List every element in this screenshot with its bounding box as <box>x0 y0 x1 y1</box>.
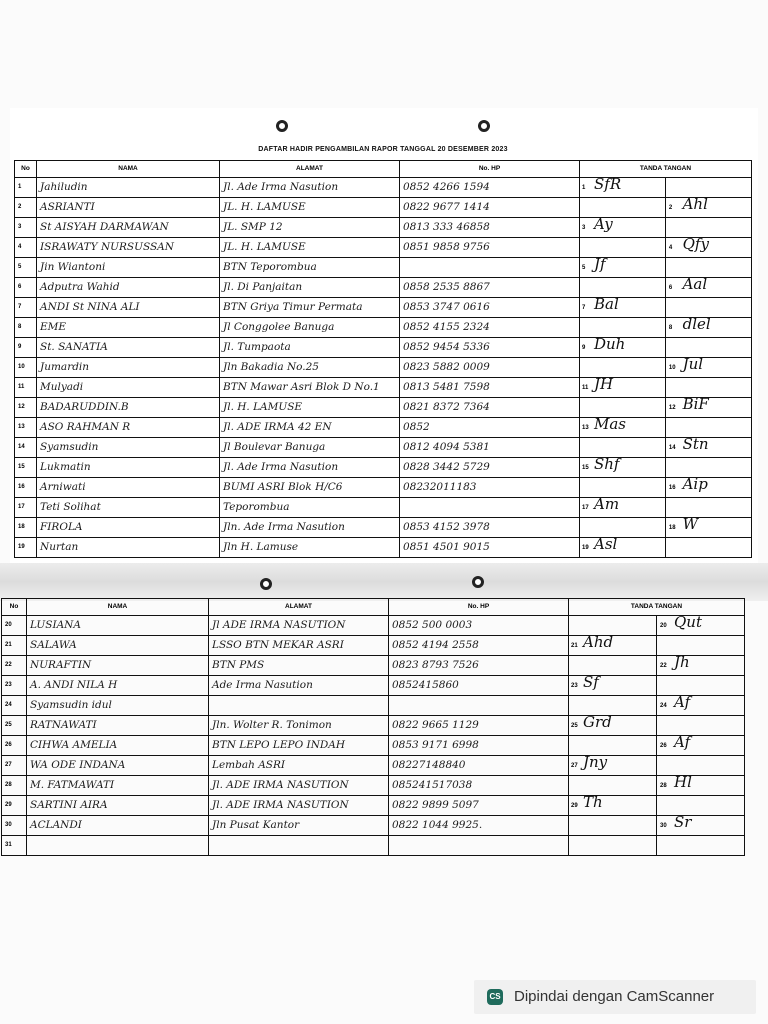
row-number: 23 <box>2 676 27 696</box>
signature-number: 25 <box>571 723 578 729</box>
signature-number: 22 <box>660 663 667 669</box>
phone-cell: 0853 4152 3978 <box>400 518 580 538</box>
signature-number: 17 <box>582 505 589 511</box>
table-row <box>15 298 752 318</box>
phone-cell <box>400 258 580 278</box>
name-cell: NURAFTIN <box>27 656 209 676</box>
handwritten-signature: Af <box>674 735 691 751</box>
signature-number: 19 <box>582 545 589 551</box>
signature-number: 12 <box>668 405 676 411</box>
signature-divider <box>580 438 666 457</box>
address-cell: Jln Bakadia No.25 <box>220 358 400 378</box>
table-row <box>2 656 745 676</box>
signature-number: 10 <box>668 365 676 371</box>
table-row <box>15 258 752 278</box>
name-cell: Teti Solihat <box>37 498 220 518</box>
table-row <box>15 238 752 258</box>
phone-cell: 0822 9899 5097 <box>389 796 569 816</box>
address-cell: BTN Mawar Asri Blok D No.1 <box>220 378 400 398</box>
header-hp: No. HP <box>400 161 580 178</box>
phone-cell: 0852 4266 1594 <box>400 178 580 198</box>
handwritten-signature: Bal <box>594 297 619 313</box>
table-row <box>2 796 745 816</box>
table-row <box>15 338 752 358</box>
attendance-table-upper <box>14 160 752 558</box>
handwritten-signature: dlel <box>682 317 711 333</box>
name-cell: Lukmatin <box>37 458 220 478</box>
signature-divider <box>580 198 666 217</box>
name-cell: LUSIANA <box>27 616 209 636</box>
phone-cell: 0822 9677 1414 <box>400 198 580 218</box>
table-row <box>15 318 752 338</box>
address-cell: Jl. H. LAMUSE <box>220 398 400 418</box>
row-number: 9 <box>15 338 37 358</box>
row-number: 16 <box>15 478 37 498</box>
table-row <box>15 278 752 298</box>
table-row <box>15 178 752 198</box>
table-row <box>15 518 752 538</box>
punch-hole-right-lower <box>472 576 484 588</box>
signature-divider <box>580 278 666 297</box>
signature-cell <box>569 736 745 756</box>
address-cell: BTN PMS <box>209 656 389 676</box>
phone-cell: 0822 9665 1129 <box>389 716 569 736</box>
phone-cell: 085241517038 <box>389 776 569 796</box>
signature-cell <box>580 378 752 398</box>
phone-cell: 0851 9858 9756 <box>400 238 580 258</box>
table-row <box>2 816 745 836</box>
name-cell: Jumardin <box>37 358 220 378</box>
address-cell: Jl ADE IRMA NASUTION <box>209 616 389 636</box>
name-cell: Adputra Wahid <box>37 278 220 298</box>
row-number: 12 <box>15 398 37 418</box>
address-cell: Lembah ASRI <box>209 756 389 776</box>
punch-hole-right <box>478 120 490 132</box>
address-cell: Jln Pusat Kantor <box>209 816 389 836</box>
header-no: No <box>2 599 27 616</box>
table-row <box>15 198 752 218</box>
address-cell: Jl. ADE IRMA NASUTION <box>209 776 389 796</box>
signature-divider <box>569 696 657 715</box>
name-cell <box>27 836 209 856</box>
handwritten-signature: JH <box>594 377 614 393</box>
address-cell: Jl. Ade Irma Nasution <box>220 178 400 198</box>
signature-number: 13 <box>582 425 589 431</box>
header-alamat: ALAMAT <box>209 599 389 616</box>
phone-cell: 0813 333 46858 <box>400 218 580 238</box>
signature-cell <box>580 398 752 418</box>
signature-divider <box>580 258 666 277</box>
address-cell: JL. H. LAMUSE <box>220 198 400 218</box>
handwritten-signature: Jny <box>583 755 608 771</box>
table-row <box>2 716 745 736</box>
name-cell: Syamsudin idul <box>27 696 209 716</box>
name-cell: Syamsudin <box>37 438 220 458</box>
signature-number: 21 <box>571 643 578 649</box>
phone-cell: 0853 3747 0616 <box>400 298 580 318</box>
address-cell: BTN Teporombua <box>220 258 400 278</box>
address-cell: Jln. Wolter R. Tonimon <box>209 716 389 736</box>
name-cell: ISRAWATY NURSUSSAN <box>37 238 220 258</box>
camscanner-label: Dipindai dengan CamScanner <box>514 988 715 1005</box>
row-number: 7 <box>15 298 37 318</box>
header-alamat: ALAMAT <box>220 161 400 178</box>
name-cell: BADARUDDIN.B <box>37 398 220 418</box>
name-cell: Mulyadi <box>37 378 220 398</box>
row-number: 11 <box>15 378 37 398</box>
name-cell: Jahiludin <box>37 178 220 198</box>
address-cell: Jl. Ade Irma Nasution <box>220 458 400 478</box>
handwritten-signature: Th <box>583 795 603 811</box>
signature-cell <box>569 676 745 696</box>
signature-number: 29 <box>571 803 578 809</box>
name-cell: ANDI St NINA ALI <box>37 298 220 318</box>
address-cell <box>209 696 389 716</box>
table-row <box>15 478 752 498</box>
handwritten-signature: Jh <box>674 655 690 671</box>
signature-cell <box>569 696 745 716</box>
phone-cell: 08232011183 <box>400 478 580 498</box>
table-row <box>2 676 745 696</box>
phone-cell: 0851 4501 9015 <box>400 538 580 558</box>
signature-cell <box>580 438 752 458</box>
signature-divider <box>580 298 666 317</box>
row-number: 6 <box>15 278 37 298</box>
address-cell <box>209 836 389 856</box>
signature-divider <box>569 656 657 675</box>
signature-divider <box>569 736 657 755</box>
phone-cell: 0852 500 0003 <box>389 616 569 636</box>
name-cell: Jin Wiantoni <box>37 258 220 278</box>
address-cell: Jl Boulevar Banuga <box>220 438 400 458</box>
signature-number: 5 <box>582 265 586 271</box>
punch-hole-left <box>276 120 288 132</box>
address-cell: Ade Irma Nasution <box>209 676 389 696</box>
signature-cell <box>580 178 752 198</box>
table-row <box>2 776 745 796</box>
signature-cell <box>580 478 752 498</box>
row-number: 29 <box>2 796 27 816</box>
row-number: 4 <box>15 238 37 258</box>
signature-number: 28 <box>660 783 667 789</box>
row-number: 24 <box>2 696 27 716</box>
name-cell: A. ANDI NILA H <box>27 676 209 696</box>
handwritten-signature: Aip <box>682 477 708 493</box>
table-row <box>2 616 745 636</box>
phone-cell: 0822 1044 9925. <box>389 816 569 836</box>
phone-cell: 0852 9454 5336 <box>400 338 580 358</box>
handwritten-signature: Asl <box>594 537 618 553</box>
header-no: No <box>15 161 37 178</box>
signature-cell <box>580 218 752 238</box>
phone-cell: 0852 4194 2558 <box>389 636 569 656</box>
signature-divider <box>569 776 657 795</box>
table-row <box>15 438 752 458</box>
handwritten-signature: Aal <box>682 277 708 293</box>
signature-cell <box>569 836 745 856</box>
signature-divider <box>569 836 657 855</box>
signature-number: 27 <box>571 763 578 769</box>
table-row <box>15 218 752 238</box>
handwritten-signature: Stn <box>682 437 709 453</box>
phone-cell: 0813 5481 7598 <box>400 378 580 398</box>
signature-number: 3 <box>582 225 586 231</box>
address-cell: LSSO BTN MEKAR ASRI <box>209 636 389 656</box>
address-cell: JL. SMP 12 <box>220 218 400 238</box>
camscanner-logo-icon: CS <box>487 989 503 1005</box>
signature-divider <box>580 398 666 417</box>
signature-number: 30 <box>660 823 667 829</box>
signature-number: 15 <box>582 465 589 471</box>
handwritten-signature: Ahl <box>682 197 708 213</box>
phone-cell <box>400 498 580 518</box>
signature-number: 20 <box>660 623 667 629</box>
signature-cell <box>580 418 752 438</box>
signature-number: 14 <box>668 445 676 451</box>
handwritten-signature: Grd <box>583 715 612 731</box>
name-cell: FIROLA <box>37 518 220 538</box>
name-cell: St. SANATIA <box>37 338 220 358</box>
signature-divider <box>580 478 666 497</box>
signature-number: 6 <box>668 285 673 291</box>
signature-number: 8 <box>668 325 673 331</box>
header-tanda-tangan: TANDA TANGAN <box>580 161 752 178</box>
signature-number: 2 <box>668 205 673 211</box>
row-number: 14 <box>15 438 37 458</box>
table-row <box>15 398 752 418</box>
row-number: 18 <box>15 518 37 538</box>
table-row <box>2 696 745 716</box>
row-number: 10 <box>15 358 37 378</box>
row-number: 15 <box>15 458 37 478</box>
signature-divider <box>580 498 666 517</box>
phone-cell: 08227148840 <box>389 756 569 776</box>
signature-number: 9 <box>582 345 586 351</box>
signature-cell <box>580 518 752 538</box>
name-cell: ASRIANTI <box>37 198 220 218</box>
table-row <box>15 378 752 398</box>
signature-cell <box>569 716 745 736</box>
signature-number: 24 <box>660 703 667 709</box>
handwritten-signature: Sr <box>674 815 692 831</box>
row-number: 8 <box>15 318 37 338</box>
table-row <box>15 538 752 558</box>
handwritten-signature: Ahd <box>583 635 614 651</box>
phone-cell: 0823 5882 0009 <box>400 358 580 378</box>
signature-cell <box>580 298 752 318</box>
name-cell: RATNAWATI <box>27 716 209 736</box>
handwritten-signature: Af <box>674 695 691 711</box>
table-row <box>15 498 752 518</box>
row-number: 19 <box>15 538 37 558</box>
address-cell: Jl. Tumpaota <box>220 338 400 358</box>
phone-cell: 0821 8372 7364 <box>400 398 580 418</box>
signature-number: 1 <box>582 185 586 191</box>
signature-cell <box>580 538 752 558</box>
signature-divider <box>580 238 666 257</box>
signature-cell <box>569 776 745 796</box>
signature-cell <box>569 816 745 836</box>
row-number: 2 <box>15 198 37 218</box>
table-row <box>2 636 745 656</box>
address-cell: Jl. Di Panjaitan <box>220 278 400 298</box>
signature-divider <box>580 218 666 237</box>
header-hp: No. HP <box>389 599 569 616</box>
signature-cell <box>580 318 752 338</box>
fold-strip <box>0 563 768 601</box>
handwritten-signature: Ay <box>594 217 613 233</box>
signature-cell <box>580 278 752 298</box>
row-number: 13 <box>15 418 37 438</box>
name-cell: Arniwati <box>37 478 220 498</box>
phone-cell: 0852 <box>400 418 580 438</box>
row-number: 30 <box>2 816 27 836</box>
address-cell: Teporombua <box>220 498 400 518</box>
signature-number: 16 <box>668 485 676 491</box>
table-row <box>15 418 752 438</box>
phone-cell: 0823 8793 7526 <box>389 656 569 676</box>
row-number: 20 <box>2 616 27 636</box>
name-cell: ASO RAHMAN R <box>37 418 220 438</box>
name-cell: SALAWA <box>27 636 209 656</box>
signature-divider <box>569 816 657 835</box>
row-number: 22 <box>2 656 27 676</box>
signature-cell <box>569 756 745 776</box>
handwritten-signature: Qut <box>674 615 702 631</box>
table-row <box>15 358 752 378</box>
attendance-table-lower <box>1 598 745 856</box>
table-row <box>2 836 745 856</box>
row-number: 1 <box>15 178 37 198</box>
row-number: 31 <box>2 836 27 856</box>
signature-divider <box>580 518 666 537</box>
address-cell: Jl Conggolee Banuga <box>220 318 400 338</box>
header-nama: NAMA <box>27 599 209 616</box>
camscanner-badge <box>474 980 756 1014</box>
signature-cell <box>580 358 752 378</box>
document-title: DAFTAR HADIR PENGAMBILAN RAPOR TANGGAL 20 DESEMBER 2023 <box>258 146 508 153</box>
signature-cell <box>580 338 752 358</box>
handwritten-signature: Sf <box>583 675 599 691</box>
signature-number: 7 <box>582 305 586 311</box>
signature-cell <box>580 238 752 258</box>
signature-cell <box>580 198 752 218</box>
row-number: 3 <box>15 218 37 238</box>
handwritten-signature: Shf <box>594 457 620 473</box>
address-cell: Jl. ADE IRMA NASUTION <box>209 796 389 816</box>
phone-cell: 0858 2535 8867 <box>400 278 580 298</box>
signature-cell <box>580 498 752 518</box>
handwritten-signature: Qfy <box>682 237 709 253</box>
name-cell: Nurtan <box>37 538 220 558</box>
name-cell: SARTINI AIRA <box>27 796 209 816</box>
signature-number: 26 <box>660 743 667 749</box>
row-number: 27 <box>2 756 27 776</box>
address-cell: Jl. ADE IRMA 42 EN <box>220 418 400 438</box>
address-cell: Jln H. Lamuse <box>220 538 400 558</box>
row-number: 26 <box>2 736 27 756</box>
signature-cell <box>569 636 745 656</box>
signature-number: 18 <box>668 525 676 531</box>
phone-cell: 0828 3442 5729 <box>400 458 580 478</box>
header-nama: NAMA <box>37 161 220 178</box>
address-cell: BTN Griya Timur Permata <box>220 298 400 318</box>
name-cell: EME <box>37 318 220 338</box>
name-cell: St AISYAH DARMAWAN <box>37 218 220 238</box>
signature-cell <box>569 796 745 816</box>
handwritten-signature: Duh <box>594 337 626 353</box>
header-tanda-tangan: TANDA TANGAN <box>569 599 745 616</box>
address-cell: BUMI ASRI Blok H/C6 <box>220 478 400 498</box>
row-number: 28 <box>2 776 27 796</box>
table-row <box>2 736 745 756</box>
table-row <box>15 458 752 478</box>
phone-cell: 0852 4155 2324 <box>400 318 580 338</box>
phone-cell: 0853 9171 6998 <box>389 736 569 756</box>
name-cell: ACLANDI <box>27 816 209 836</box>
name-cell: M. FATMAWATI <box>27 776 209 796</box>
table-row <box>2 756 745 776</box>
address-cell: BTN LEPO LEPO INDAH <box>209 736 389 756</box>
address-cell: JL. H. LAMUSE <box>220 238 400 258</box>
signature-number: 11 <box>582 385 589 391</box>
row-number: 25 <box>2 716 27 736</box>
row-number: 17 <box>15 498 37 518</box>
handwritten-signature: Mas <box>594 417 626 433</box>
handwritten-signature: Jf <box>594 257 606 273</box>
handwritten-signature: SfR <box>594 177 622 193</box>
signature-divider <box>580 538 666 557</box>
phone-cell: 0812 4094 5381 <box>400 438 580 458</box>
signature-divider <box>580 358 666 377</box>
handwritten-signature: Hl <box>674 775 692 791</box>
row-number: 5 <box>15 258 37 278</box>
signature-number: 23 <box>571 683 578 689</box>
signature-divider <box>569 616 657 635</box>
signature-cell <box>569 656 745 676</box>
row-number: 21 <box>2 636 27 656</box>
signature-number: 4 <box>668 245 673 251</box>
address-cell: Jln. Ade Irma Nasution <box>220 518 400 538</box>
signature-cell <box>569 616 745 636</box>
handwritten-signature: Jul <box>682 357 704 373</box>
phone-cell <box>389 696 569 716</box>
phone-cell: 0852415860 <box>389 676 569 696</box>
signature-divider <box>580 178 666 197</box>
phone-cell <box>389 836 569 856</box>
signature-cell <box>580 258 752 278</box>
name-cell: WA ODE INDANA <box>27 756 209 776</box>
punch-hole-left-lower <box>260 578 272 590</box>
handwritten-signature: W <box>682 517 699 533</box>
handwritten-signature: BiF <box>682 397 709 413</box>
handwritten-signature: Am <box>594 497 620 513</box>
signature-divider <box>580 318 666 337</box>
name-cell: CIHWA AMELIA <box>27 736 209 756</box>
signature-divider <box>580 378 666 397</box>
signature-divider <box>580 458 666 477</box>
signature-cell <box>580 458 752 478</box>
